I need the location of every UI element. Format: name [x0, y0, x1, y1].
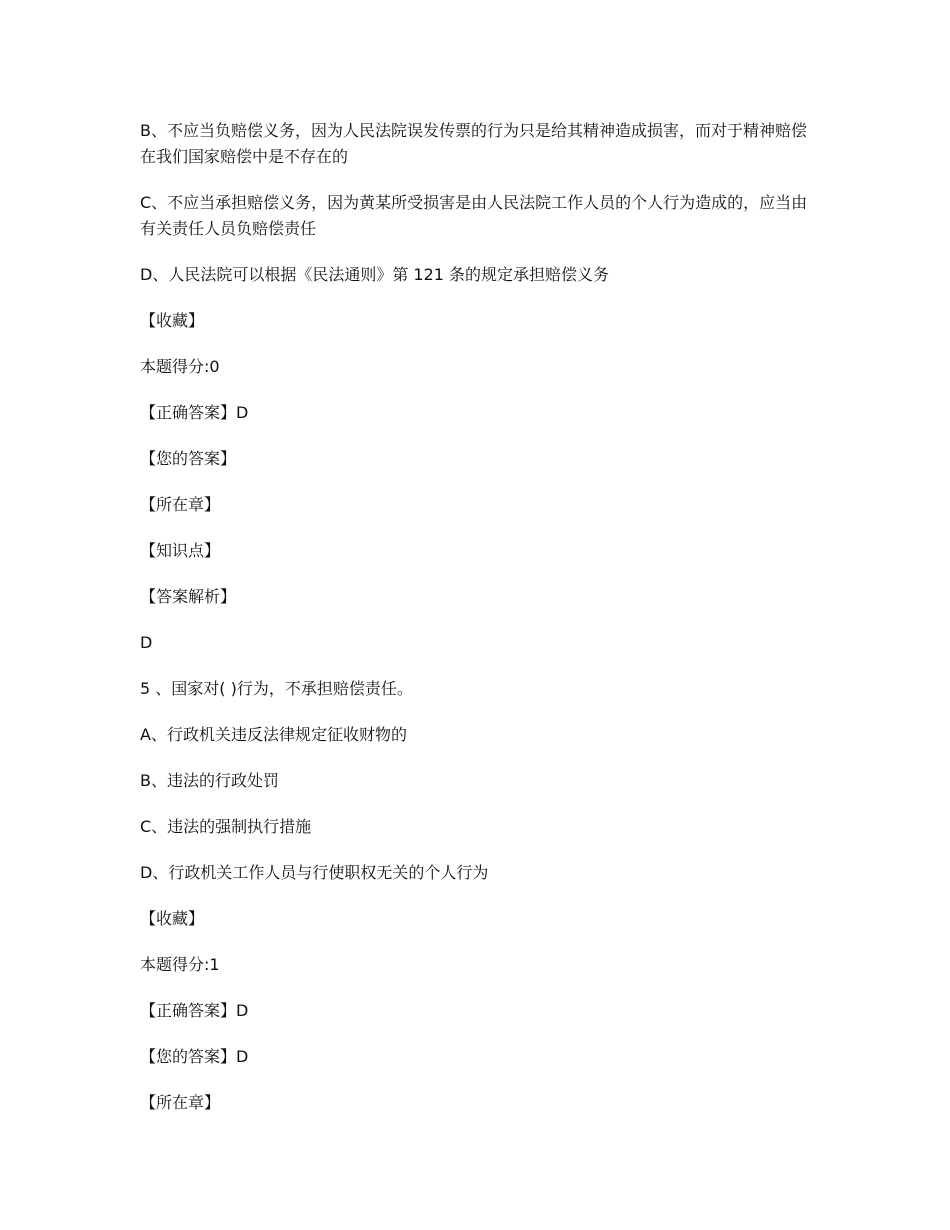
q5-chapter: 【所在章】: [140, 1093, 221, 1112]
q5-score: 本题得分:1: [140, 955, 220, 974]
q5-option-d: D、行政机关工作人员与行使职权无关的个人行为: [140, 863, 489, 882]
q4-your-answer: 【您的答案】: [140, 449, 237, 468]
q4-explanation-heading: 【答案解析】: [140, 587, 237, 606]
q5-favorite-link[interactable]: 【收藏】: [140, 909, 205, 928]
q4-score: 本题得分:0: [140, 357, 220, 376]
q5-option-a: A、行政机关违反法律规定征收财物的: [140, 725, 407, 744]
q5-your-answer: 【您的答案】D: [140, 1047, 249, 1066]
q5-question-stem: 5 、国家对( )行为，不承担赔偿责任。: [140, 679, 413, 698]
q4-option-c: C、不应当承担赔偿义务，因为黄某所受损害是由人民法院工作人员的个人行为造成的，应当由有关责任人员负赔偿责任: [140, 193, 808, 238]
q5-correct-answer: 【正确答案】D: [140, 1001, 249, 1020]
q4-option-d: D、人民法院可以根据《民法通则》第 121 条的规定承担赔偿义务: [140, 265, 610, 284]
q5-option-b: B、违法的行政处罚: [140, 771, 279, 790]
document-page: [140, 118, 820, 1116]
q4-option-b: B、不应当负赔偿义务，因为人民法院误发传票的行为只是给其精神造成损害，而对于精神赔偿在我们国家赔偿中是不存在的: [140, 121, 807, 166]
q4-chapter: 【所在章】: [140, 495, 221, 514]
q4-correct-answer: 【正确答案】D: [140, 403, 249, 422]
q4-favorite-link[interactable]: 【收藏】: [140, 311, 205, 330]
q4-explanation-text: D: [140, 633, 153, 652]
q4-knowledge-point: 【知识点】: [140, 541, 221, 560]
q5-option-c: C、违法的强制执行措施: [140, 817, 312, 836]
